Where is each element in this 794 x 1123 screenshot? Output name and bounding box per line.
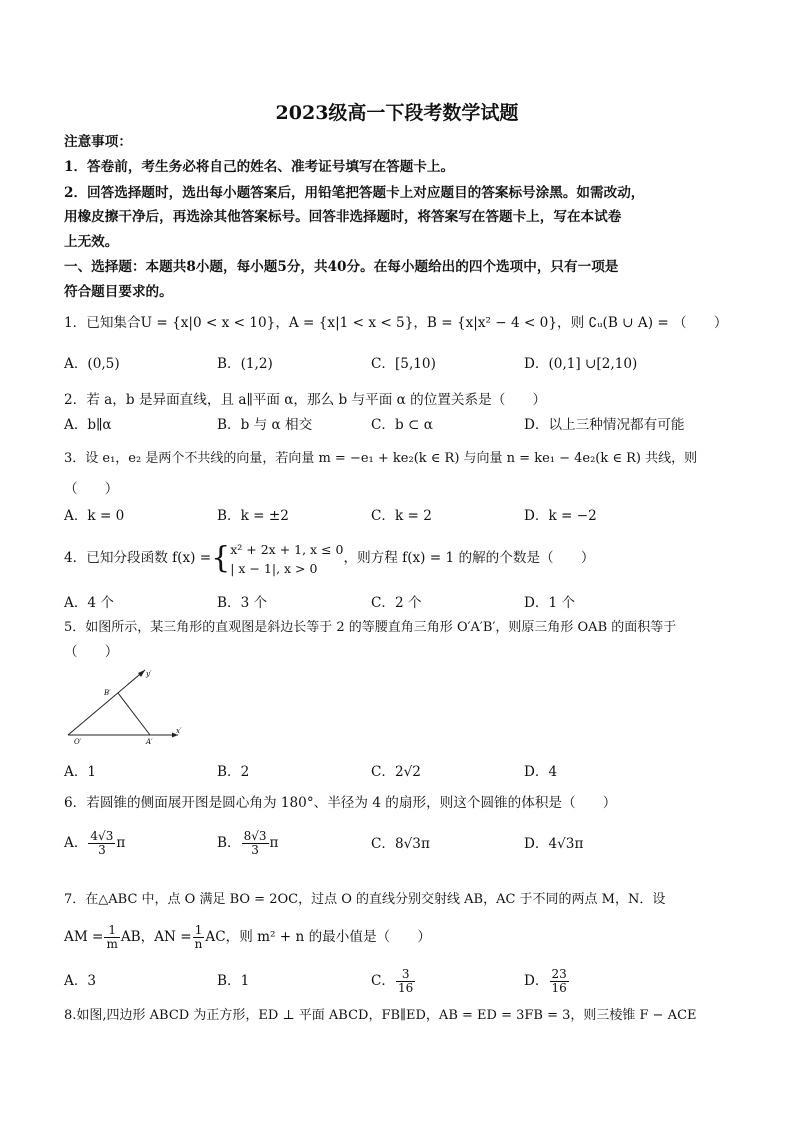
notice-2-end: 上无效。 xyxy=(64,234,119,250)
label-y: y′ xyxy=(146,670,152,678)
question-5-stem: 5．如图所示，某三角形的直观图是斜边长等于 2 的等腰直角三角形 O′A′B′，则原三角形 OAB 的面积等于 xyxy=(64,620,677,635)
notice-2-cont: 用橡皮擦干净后，再选涂其他答案标号。回答非选择题时，将答案写在答题卡上，写在本试卷 xyxy=(64,209,622,225)
q4-pieces xyxy=(230,540,343,578)
q2-option-c: C．b ⊂ α xyxy=(371,417,433,433)
q7-a-value: 3 xyxy=(87,973,97,989)
question-6-stem: 6．若圆锥的侧面展开图是圆心角为 180°、半径为 4 的扇形，则这个圆锥的体积是（ ） xyxy=(64,795,617,811)
q6-d-value: 4√3π xyxy=(548,836,584,852)
q7-frac-2 xyxy=(193,924,205,951)
q6-b-den: 3 xyxy=(251,843,259,857)
q6-b-num: 8√3 xyxy=(243,829,267,843)
q7-c-prefix: C． xyxy=(371,973,395,989)
q1-option-d: D．(0,1] ∪[2,10) xyxy=(524,356,638,372)
q6-b-prefix: B． xyxy=(217,835,241,851)
q7-frac-1-num: 1 xyxy=(104,924,119,938)
q7-frac-1-den: m xyxy=(106,937,118,951)
q2-option-d: D．以上三种情况都有可能 xyxy=(524,417,685,433)
q5-figure xyxy=(60,665,190,750)
q4-option-d: D．1 个 xyxy=(524,595,576,611)
q3-option-b: B．k = ±2 xyxy=(217,508,289,524)
q7-option-d xyxy=(524,966,570,996)
q4-brace: { xyxy=(211,540,231,576)
q4-piece-2: | x − 1|, x > 0 xyxy=(230,560,318,576)
q6-a-num: 4√3 xyxy=(90,829,114,843)
q7-ac-end: AC，则 m² + n 的最小值是（ ） xyxy=(205,929,431,945)
question-4-stem xyxy=(64,538,594,578)
q5-option-d: D．4 xyxy=(524,764,558,780)
question-3-stem-cont: （ ） xyxy=(64,481,119,497)
q4-stem-end: ，则方程 f(x) = 1 的解的个数是（ ） xyxy=(343,550,595,566)
question-7-stem-cont xyxy=(64,922,431,952)
q7-c-fraction xyxy=(396,968,415,995)
label-b: B′ xyxy=(104,689,111,697)
notice-heading: 注意事项： xyxy=(64,134,132,150)
q6-option-a xyxy=(64,828,125,858)
segment-ba xyxy=(118,693,150,735)
q6-c-value: 8√3π xyxy=(395,836,430,852)
q5-option-c: C．2√2 xyxy=(371,764,421,780)
q3-option-d: D．k = −2 xyxy=(524,508,597,524)
q6-a-den: 3 xyxy=(98,843,106,857)
q1-option-a: A．(0,5) xyxy=(64,356,120,372)
q4-option-b: B．3 个 xyxy=(217,595,268,611)
question-5-stem-cont: （ ） xyxy=(64,644,119,660)
q6-c-prefix: C． xyxy=(371,836,395,852)
q7-d-den: 16 xyxy=(551,981,567,995)
q6-option-c xyxy=(371,834,430,854)
q4-piece-1: x² + 2x + 1, x ≤ 0 xyxy=(230,541,344,557)
q7-d-fraction xyxy=(550,968,569,995)
q5-option-b: B．2 xyxy=(217,764,250,780)
q3-option-c: C．k = 2 xyxy=(371,508,432,524)
notice-2: 2．回答选择题时，选出每小题答案后，用铅笔把答题卡上对应题目的答案标号涂黑。如需改动， xyxy=(64,185,645,201)
q7-b-value: 1 xyxy=(240,973,250,989)
q6-b-tail: π xyxy=(269,835,279,851)
q4-option-a: A．4 个 xyxy=(64,595,114,611)
q4-stem-start: 4．已知分段函数 f(x) = xyxy=(64,550,212,566)
q7-frac-2-num: 1 xyxy=(193,924,205,938)
section-heading-cont: 符合题目要求的。 xyxy=(64,284,173,300)
page-title: 2023级高一下段考数学试题 xyxy=(275,102,519,124)
q7-frac-2-den: n xyxy=(194,937,203,951)
question-8-stem: 8.如图,四边形 ABCD 为正方形，ED ⊥ 平面 ABCD，FB∥ED，AB = ED = 3FB = 3，则三棱锥 F − ACE xyxy=(64,1008,697,1023)
y-axis-arrow xyxy=(138,670,145,677)
label-o: O′ xyxy=(74,738,82,746)
q3-option-a: A．k = 0 xyxy=(64,508,125,524)
q7-a-prefix: A． xyxy=(64,973,88,989)
question-2-stem: 2．若 a，b 是异面直线，且 a∥平面 α，那么 b 与平面 α 的位置关系是（ ） xyxy=(64,392,547,408)
q7-frac-1 xyxy=(104,924,119,951)
question-3-stem: 3．设 e₁，e₂ 是两个不共线的向量，若向量 m = −e₁ + ke₂(k ∈ R) 与向量 n = ke₁ − 4e₂(k ∈ R) 共线，则 xyxy=(64,451,698,466)
q5-option-a: A．1 xyxy=(64,764,97,780)
q6-option-b xyxy=(217,828,278,858)
q6-b-fraction xyxy=(242,830,269,857)
q6-option-d xyxy=(524,834,583,854)
q7-c-num: 3 xyxy=(396,968,415,982)
q2-option-b: B．b 与 α 相交 xyxy=(217,417,313,433)
label-a: A′ xyxy=(146,738,153,746)
q1-option-b: B．(1,2) xyxy=(217,356,273,372)
q6-a-prefix: A． xyxy=(64,835,88,851)
label-x: x′ xyxy=(176,727,182,735)
q7-ab-an: AB，AN = xyxy=(120,929,192,945)
q1-option-c: C．[5,10) xyxy=(371,356,436,372)
question-7-stem: 7．在△ABC 中，点 O 满足 BO = 2OC，过点 O 的直线分别交射线 AB，AC 于不同的两点 M，N．设 xyxy=(64,892,666,907)
q7-option-c xyxy=(371,966,416,996)
q7-b-prefix: B． xyxy=(217,973,241,989)
q7-option-b xyxy=(217,971,249,991)
q6-a-tail: π xyxy=(116,835,126,851)
q7-c-den: 16 xyxy=(398,981,414,995)
q7-option-a xyxy=(64,971,96,991)
q7-d-prefix: D． xyxy=(524,973,549,989)
question-1-stem: 1．已知集合U = {x|0 < x < 10}，A = {x|1 < x < 5}，B = {x|x² − 4 < 0}，则 ∁ᵤ(B ∪ A) = （ ） xyxy=(64,315,728,331)
section-heading: 一、选择题：本题共8小题，每小题5分，共40分。在每小题给出的四个选项中，只有一项是 xyxy=(64,259,619,275)
y-axis xyxy=(68,670,145,735)
q7-am: AM = xyxy=(64,929,104,945)
q2-option-a: A．b∥α xyxy=(64,417,112,433)
q7-d-num: 23 xyxy=(551,967,567,981)
q6-d-prefix: D． xyxy=(524,836,549,852)
q6-a-fraction xyxy=(88,830,115,857)
notice-1: 1．答卷前，考生务必将自己的姓名、准考证号填写在答题卡上。 xyxy=(64,159,455,175)
q4-option-c: C．2 个 xyxy=(371,595,422,611)
